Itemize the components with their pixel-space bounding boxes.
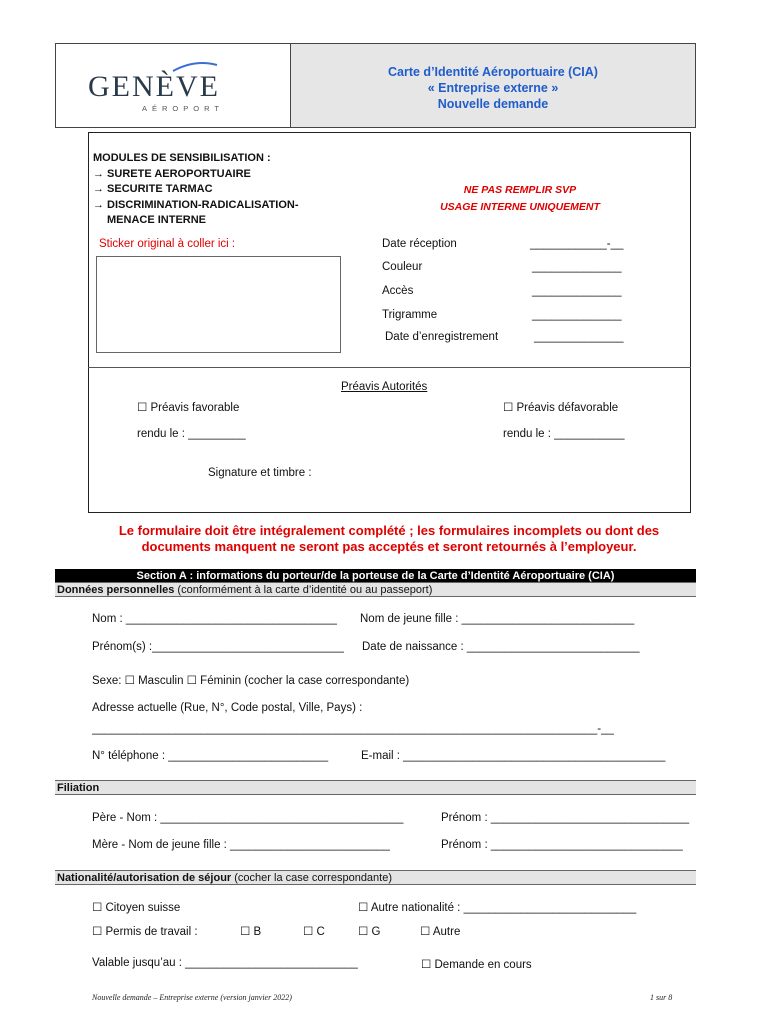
trigramme-line[interactable]: ______________ bbox=[532, 309, 622, 321]
title-line-3: Nouvelle demande bbox=[437, 97, 549, 111]
personal-data-header bbox=[55, 582, 696, 597]
preavis-defavorable-checkbox[interactable]: ☐ Préavis défavorable bbox=[503, 402, 619, 414]
warning-line-1: Le formulaire doit être intégralement complété ; les formulaires incomplets ou dont des bbox=[118, 523, 660, 538]
demande-en-cours-checkbox[interactable]: ☐ Demande en cours bbox=[421, 959, 532, 971]
notice-line-2: USAGE INTERNE UNIQUEMENT bbox=[440, 201, 600, 213]
signature-label: Signature et timbre : bbox=[208, 467, 312, 479]
pere-nom-field[interactable]: Père - Nom : ______________________________________ bbox=[92, 812, 404, 824]
section-a-header: Section A : informations du porteur/de la porteuse de la Carte d’Identité Aéroportuaire (CIA) bbox=[55, 569, 696, 583]
sexe-field[interactable]: Sexe: ☐ Masculin ☐ Féminin (cocher la case correspondante) bbox=[92, 675, 410, 687]
modules-list bbox=[93, 151, 299, 229]
couleur-label: Couleur bbox=[382, 261, 423, 273]
date-reception-label: Date réception bbox=[382, 238, 457, 250]
rendu-le-favorable[interactable]: rendu le : _________ bbox=[137, 428, 246, 440]
adresse-line[interactable]: _______________________________________________________________________________-__ bbox=[92, 723, 614, 735]
box-divider bbox=[88, 367, 691, 368]
module-item: → SURETE AEROPORTUAIRE bbox=[93, 167, 251, 180]
trigramme-label: Trigramme bbox=[382, 309, 438, 321]
date-enregistrement-label: Date d’enregistrement bbox=[385, 331, 499, 343]
date-enregistrement-line[interactable]: ______________ bbox=[534, 331, 624, 343]
date-reception-line[interactable]: ____________-__ bbox=[530, 238, 624, 250]
permis-autre-checkbox[interactable]: ☐ Autre bbox=[420, 926, 461, 938]
nom-jeune-fille-field[interactable]: Nom de jeune fille : ___________________________ bbox=[360, 613, 635, 625]
preavis-favorable-checkbox[interactable]: ☐ Préavis favorable bbox=[137, 402, 240, 414]
nationalite-header bbox=[55, 870, 696, 885]
filiation-header: Filiation bbox=[55, 780, 696, 795]
module-item: → DISCRIMINATION-RADICALISATION- bbox=[93, 198, 299, 211]
nationalite-title: Nationalité/autorisation de séjour bbox=[57, 872, 232, 884]
nom-field[interactable]: Nom : _________________________________ bbox=[92, 613, 337, 625]
email-field[interactable]: E-mail : _________________________________________ bbox=[361, 750, 666, 762]
permis-travail-checkbox[interactable]: ☐ Permis de travail : bbox=[92, 926, 198, 938]
acces-label: Accès bbox=[382, 285, 414, 297]
couleur-line[interactable]: ______________ bbox=[532, 261, 622, 273]
internal-use-notice bbox=[420, 182, 620, 216]
geneve-aeroport-logo bbox=[56, 44, 291, 127]
title-line-1: Carte d’Identité Aéroportuaire (CIA) bbox=[388, 65, 598, 79]
sticker-area[interactable] bbox=[96, 256, 341, 353]
personal-data-note: (conformément à la carte d’identité ou au passeport) bbox=[174, 584, 433, 596]
page-number: 1 sur 8 bbox=[650, 993, 673, 1002]
modules-heading: MODULES DE SENSIBILISATION : bbox=[93, 152, 271, 164]
logo-subtitle: AÉROPORT bbox=[142, 104, 224, 113]
rendu-le-defavorable[interactable]: rendu le : ___________ bbox=[503, 428, 625, 440]
logo-word: GENÈVE bbox=[88, 70, 220, 103]
acces-line[interactable]: ______________ bbox=[532, 285, 622, 297]
document-title bbox=[291, 44, 695, 127]
date-naissance-field[interactable]: Date de naissance : ___________________________ bbox=[362, 641, 640, 653]
prenoms-field[interactable]: Prénom(s) :______________________________ bbox=[92, 641, 344, 653]
title-line-2: « Entreprise externe » bbox=[427, 81, 559, 95]
mere-nom-field[interactable]: Mère - Nom de jeune fille : _________________________ bbox=[92, 839, 390, 851]
valable-jusqu-field[interactable]: Valable jusqu’au : ___________________________ bbox=[92, 957, 358, 969]
permis-b-checkbox[interactable]: ☐ B bbox=[240, 926, 262, 938]
warning-line-2: documents manquent ne seront pas acceptés et seront retournés à l’employeur. bbox=[141, 539, 637, 554]
nationalite-note: (cocher la case correspondante) bbox=[231, 872, 393, 884]
permis-g-checkbox[interactable]: ☐ G bbox=[358, 926, 381, 938]
completion-warning bbox=[55, 523, 723, 555]
permis-c-checkbox[interactable]: ☐ C bbox=[303, 926, 325, 938]
document-header bbox=[55, 43, 696, 128]
footer-version: Nouvelle demande – Entreprise externe (version janvier 2022) bbox=[92, 993, 292, 1002]
notice-line-1: NE PAS REMPLIR SVP bbox=[463, 184, 577, 196]
preavis-title: Préavis Autorités bbox=[341, 381, 428, 393]
pere-prenom-field[interactable]: Prénom : _______________________________ bbox=[441, 812, 690, 824]
telephone-field[interactable]: N° téléphone : _________________________ bbox=[92, 750, 329, 762]
citoyen-suisse-checkbox[interactable]: ☐ Citoyen suisse bbox=[92, 902, 181, 914]
sticker-label: Sticker original à coller ici : bbox=[99, 238, 236, 250]
mere-prenom-field[interactable]: Prénom : ______________________________ bbox=[441, 839, 683, 851]
adresse-label: Adresse actuelle (Rue, N°, Code postal, Ville, Pays) : bbox=[92, 702, 363, 714]
autre-nationalite-field[interactable]: ☐ Autre nationalité : ___________________________ bbox=[358, 902, 637, 914]
personal-data-title: Données personnelles bbox=[57, 584, 175, 596]
module-item: → SECURITE TARMAC bbox=[93, 183, 213, 195]
module-item-continuation: MENACE INTERNE bbox=[107, 214, 207, 226]
